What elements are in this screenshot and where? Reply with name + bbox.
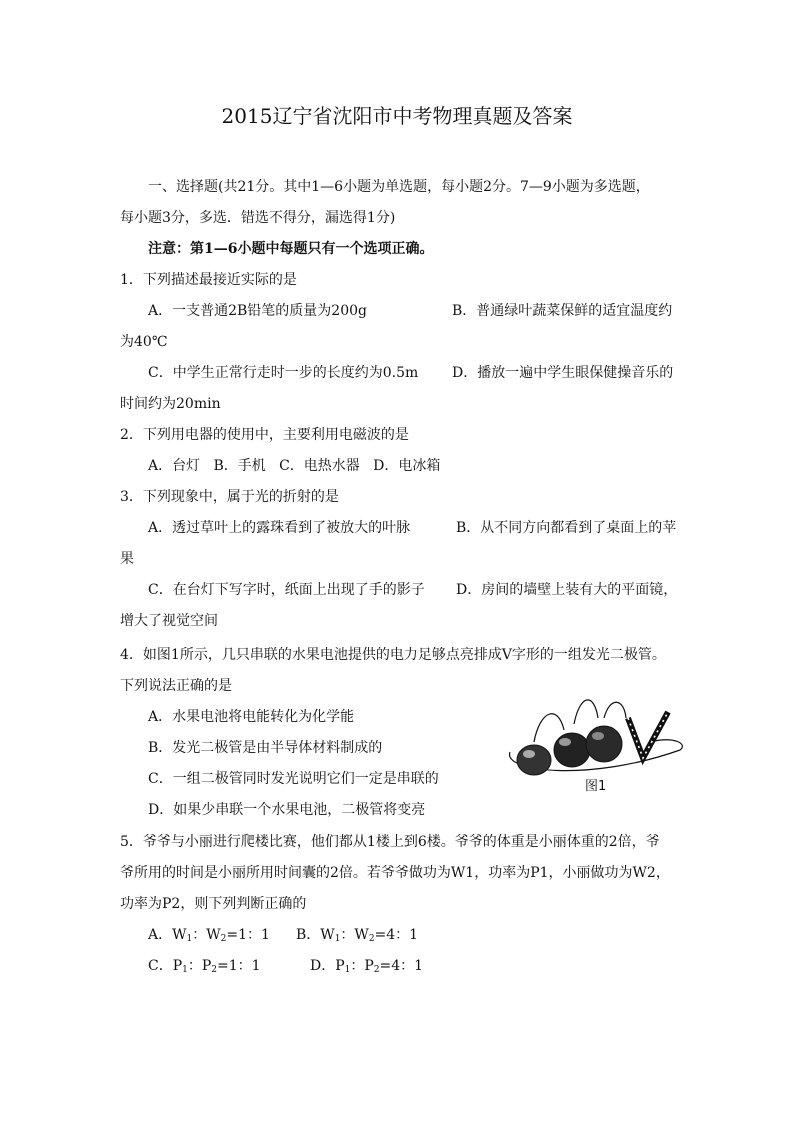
- q4-option-b: B．发光二极管是由半导体材料制成的: [148, 740, 383, 756]
- q5-b-mid: ：W: [340, 927, 369, 943]
- q5-stem-l1: 5．爷爷与小丽进行爬楼比赛，他们都从1楼上到6楼。爷爷的体重是小丽体重的2倍，爷: [120, 834, 660, 850]
- figure-label: 图1: [585, 779, 607, 794]
- q4-option-d: D．如果少串联一个水果电池，二极管将变亮: [148, 802, 426, 818]
- q3-option-b-cont: 果: [120, 551, 134, 567]
- q5-a-sub1: 1: [186, 934, 193, 944]
- q5-d-sub2: 2: [373, 965, 380, 975]
- q5-d-sub1: 1: [344, 965, 351, 975]
- q3-stem: 3．下列现象中，属于光的折射的是: [120, 489, 339, 505]
- section-heading-cont: 每小题3分，多选．错选不得分，漏选得1分): [120, 210, 396, 226]
- q5-a-sub2: 2: [220, 934, 227, 944]
- q1-option-b-cont: 为40℃: [120, 334, 168, 350]
- q1-option-d: D．播放一遍中学生眼保健操音乐的: [452, 365, 674, 381]
- q2-options: A．台灯 B．手机 C．电热水器 D．电冰箱: [148, 458, 441, 474]
- q2-stem: 2．下列用电器的使用中，主要利用电磁波的是: [120, 427, 409, 443]
- page-title: 2015辽宁省沈阳市中考物理真题及答案: [221, 104, 573, 128]
- q4-option-c: C．一组二极管同时发光说明它们一定是串联的: [148, 771, 439, 787]
- q4-stem: 4．如图1所示，几只串联的水果电池提供的电力足够点亮排成V字形的一组发光二极管。: [120, 647, 666, 663]
- q5-b-sub1: 1: [334, 934, 341, 944]
- q5-option-a: [148, 925, 270, 949]
- q1-option-b: B．普通绿叶蔬菜保鲜的适宜温度约: [452, 303, 673, 319]
- q1-stem: 1．下列描述最接近实际的是: [120, 272, 297, 288]
- q5-b-post: =4：1: [374, 927, 419, 943]
- q4-stem-cont: 下列说法正确的是: [120, 678, 232, 694]
- q5-b-pre: B．W: [296, 927, 335, 943]
- section-note: 注意：第1—6小题中每题只有一个选项正确。: [148, 241, 434, 257]
- q5-c-post: =1：1: [217, 958, 261, 974]
- q5-stem-l3: 功率为P2，则下列判断正确的: [120, 896, 307, 912]
- q5-c-mid: ：P: [187, 958, 212, 974]
- q5-c-sub2: 2: [211, 965, 218, 975]
- q4-option-a: A．水果电池将电能转化为化学能: [148, 709, 355, 725]
- q5-c-pre: C．P: [148, 958, 183, 974]
- q5-option-b: [296, 925, 418, 949]
- q5-option-d: [310, 956, 423, 980]
- q5-b-sub2: 2: [368, 934, 375, 944]
- q5-option-c: [148, 956, 261, 980]
- q1-option-c: C．中学生正常行走时一步的长度约为0.5m: [148, 365, 419, 381]
- q5-d-pre: D．P: [310, 958, 345, 974]
- q3-option-a: A．透过草叶上的露珠看到了被放大的叶脉: [148, 520, 411, 536]
- q3-option-c: C．在台灯下写字时，纸面上出现了手的影子: [148, 582, 425, 598]
- q1-option-a: A．一支普通2B铅笔的质量为200g: [148, 303, 367, 319]
- q5-a-pre: A．W: [148, 927, 187, 943]
- q3-option-d-cont: 增大了视觉空间: [120, 613, 218, 629]
- section-heading: 一、选择题(共21分。其中1—6小题为单选题，每小题2分。7—9小题为多选题，: [148, 179, 650, 195]
- q5-d-post: =4：1: [379, 958, 424, 974]
- q5-a-mid: ：W: [192, 927, 221, 943]
- q5-a-post: =1：1: [226, 927, 270, 943]
- q5-d-mid: ：P: [350, 958, 374, 974]
- q3-option-d: D．房间的墙壁上装有大的平面镜，: [456, 582, 678, 598]
- q1-option-d-cont: 时间约为20min: [120, 396, 221, 412]
- q5-c-sub1: 1: [182, 965, 188, 975]
- q3-option-b: B．从不同方向都看到了桌面上的苹: [456, 520, 677, 536]
- q5-stem-l2: 爷所用的时间是小丽所用时间囊的2倍。若爷爷做功为W1，功率为P1，小丽做功为W2，: [120, 865, 670, 881]
